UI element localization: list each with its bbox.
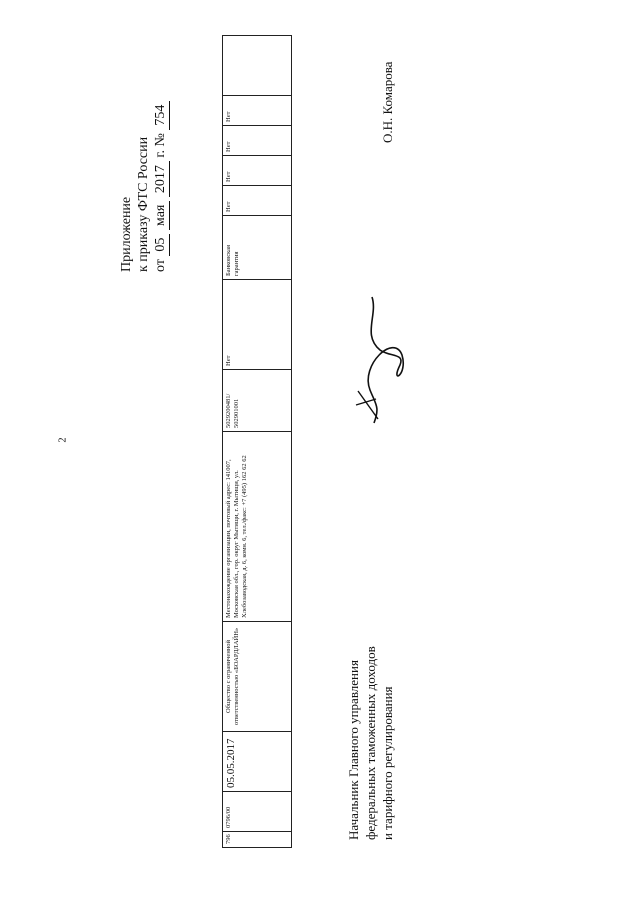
cell-no-1: Нет bbox=[223, 280, 292, 370]
appendix-month: мая bbox=[152, 201, 170, 230]
page-number: 2 bbox=[57, 437, 69, 443]
cell-empty bbox=[223, 36, 292, 96]
cell-no-4: Нет bbox=[223, 126, 292, 156]
registry-table bbox=[222, 36, 292, 848]
signer-title: Начальник Главного управления федеральных таможенных доходов и тарифного регулирования bbox=[346, 646, 395, 840]
appendix-year: 2017 bbox=[152, 161, 170, 197]
appendix-order-ref: к приказу ФТС России bbox=[136, 136, 151, 272]
cell-organization: Общество с ограниченной ответственностью «БОАРДЛАЙН» bbox=[223, 622, 292, 732]
cell-no-3: Нет bbox=[223, 156, 292, 186]
cell-inn-kpp: 5029200481/ 502901001 bbox=[223, 370, 292, 432]
appendix-header bbox=[118, 101, 170, 272]
cell-guarantee: Банковская гарантия bbox=[223, 216, 292, 280]
cell-no-2: Нет bbox=[223, 186, 292, 216]
appendix-date-line: от 05 мая 2017 г. № 754 bbox=[152, 101, 170, 272]
table-row bbox=[223, 36, 292, 848]
appendix-title: Приложение bbox=[119, 196, 134, 272]
handwritten-signature bbox=[350, 295, 420, 425]
cell-row-number: 796 bbox=[223, 832, 292, 848]
cell-address: Местонахождение организации, почтовый адрес: 141007, Московская обл., гор. округ Мытищи, г. Мытищи, ул. Хлебозаводская, д. 6, комн. 6, тел./факс: +7 (495) 162 62 62 bbox=[223, 432, 292, 622]
cell-date: 05.05.2017 bbox=[223, 732, 292, 792]
appendix-number: 754 bbox=[152, 101, 170, 130]
signer-name: О.Н. Комарова bbox=[380, 61, 395, 143]
cell-code: 0796/00 bbox=[223, 792, 292, 832]
appendix-day: 05 bbox=[152, 234, 170, 256]
cell-no-5: Нет bbox=[223, 96, 292, 126]
